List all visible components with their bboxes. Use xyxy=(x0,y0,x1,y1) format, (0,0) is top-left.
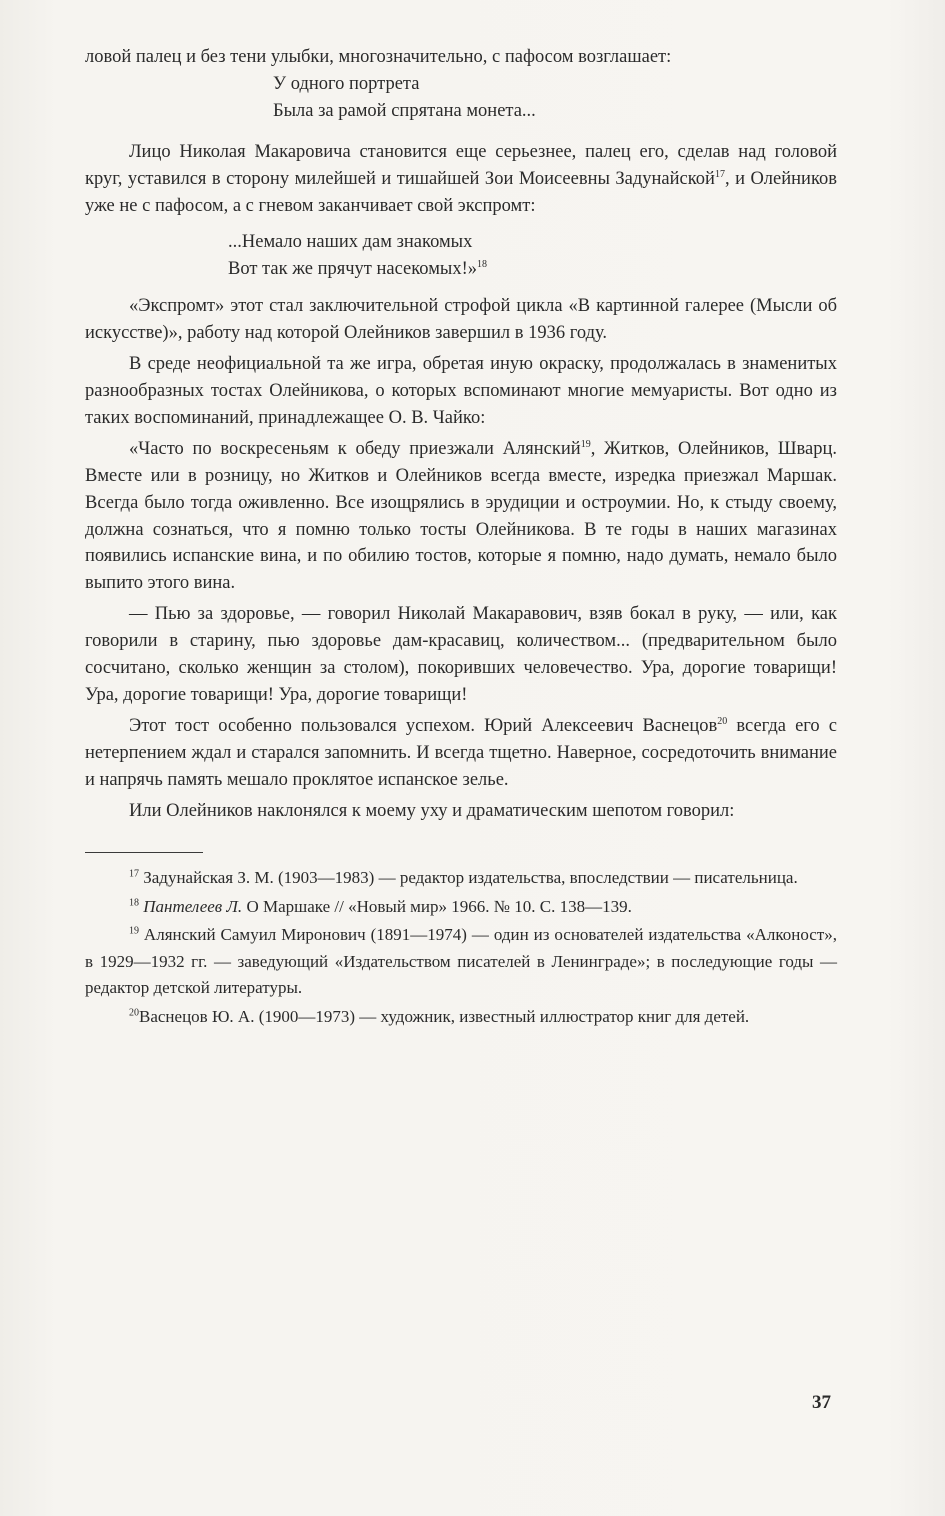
page-number: 37 xyxy=(812,1392,831,1413)
intro-paragraph: ловой палец и без тени улыбки, многозначительно, с пафосом возглашает: xyxy=(85,47,672,67)
paragraph-whisper: Или Олейников наклонялся к моему уху и драматическим шепотом говорил: xyxy=(129,800,735,821)
footnote-ref-20[interactable]: 20 xyxy=(717,715,728,727)
main-text-column xyxy=(85,44,837,1032)
footnote-ref-17[interactable]: 17 xyxy=(714,168,725,180)
paragraph-toasts: В среде неофициальной та же игра, обретая иную окраску, продолжалась в знаменитых разнообразных тостах Олейникова, о которых вспоминают многие мемуаристы. Вот одно из таких воспоминаний, принадлежащее О. В. Чайко: xyxy=(85,354,837,428)
paragraph-vasnetsov: Этот тост особенно пользовался успехом. Юрий Алексеевич Васнецов$^{20}$ всегда его с нетерпением ждал и старался запомнить. И всегда тщетно. Наверное, сосредоточить внимание и напрячь память мешало проклятое испанское зелье. xyxy=(85,715,837,790)
footnotes-section xyxy=(85,865,837,1030)
footnote-18: $^{18}$ Пантелеев Л. О Маршаке // «Новый мир» 1966. № 10. С. 138—139. xyxy=(129,896,632,916)
verse-line: ...Немало наших дам знакомых xyxy=(228,232,473,253)
footnote-20: $^{20}$Васнецов Ю. А. (1900—1973) — художник, известный иллюстратор книг для детей. xyxy=(129,1006,750,1026)
verse-line: Вот так же прячут насекомых!»$^{18}$ xyxy=(228,259,487,280)
paragraph-toast-speech: — Пью за здоровье, — говорил Николай Макаравович, взяв бокал в руку, — или, как говорили в старину, пью здоровье дам-красавиц, количеством... (предварительном было сосчитано, сколько женщин за столом), покоривших человечество. Ура, дорогие товарищи! Ура, дорогие товарищи! Ура, дорогие товарищи! xyxy=(85,604,837,705)
paragraph-chaiko-quote: «Часто по воскресеньям к обеду приезжали Алянский$^{19}$, Житков, Олейников, Шварц. Вместе или в розницу, но Житков и Олейников всегда вместе, изредка приезжал Маршак. Всегда было тогда оживленно. Все изощрялись в эрудиции и остроумии. Но, к стыду своему, должна сознаться, что я помню только тосты Олейникова. В те годы в наших магазинах появились испанские вина, и по обилию тостов, которые я помню, надо думать, немало было выпито этого вина. xyxy=(85,438,837,594)
paragraph-face: Лицо Николая Макаровича становится еще серьезнее, палец его, сделав над головой круг, уставился в сторону милейшей и тишайшей Зои Моисеевны Задунайской$^{17}$, и Олейников уже не с пафосом, а с гневом заканчивает свой экспромт: xyxy=(85,141,837,216)
paragraph-impromptu: «Экспромт» этот стал заключительной строфой цикла «В картинной галерее (Мысли об искусстве)», работу над которой Олейников завершил в 1936 году. xyxy=(85,296,837,344)
verse-line: Была за рамой спрятана монета... xyxy=(273,100,536,121)
footnote-ref-18[interactable]: 18 xyxy=(477,259,487,271)
verse-portrait xyxy=(85,71,837,125)
footnote-17: $^{17}$ Задунайская З. М. (1903—1983) — редактор издательства, впоследствии — писательница. xyxy=(129,868,798,888)
footnote-ref-19[interactable]: 19 xyxy=(580,438,591,450)
footnote-divider xyxy=(85,852,203,853)
footnote-19: $^{19}$ Алянский Самуил Миронович (1891—1974) — один из основателей издательства «Алконост», в 1929—1932 гг. — заведующий «Издательством писателей в Ленинграде»; в последующие годы — редактор детской литературы. xyxy=(85,925,837,998)
verse-ladies xyxy=(85,229,837,283)
verse-line: У одного портрета xyxy=(273,73,420,94)
